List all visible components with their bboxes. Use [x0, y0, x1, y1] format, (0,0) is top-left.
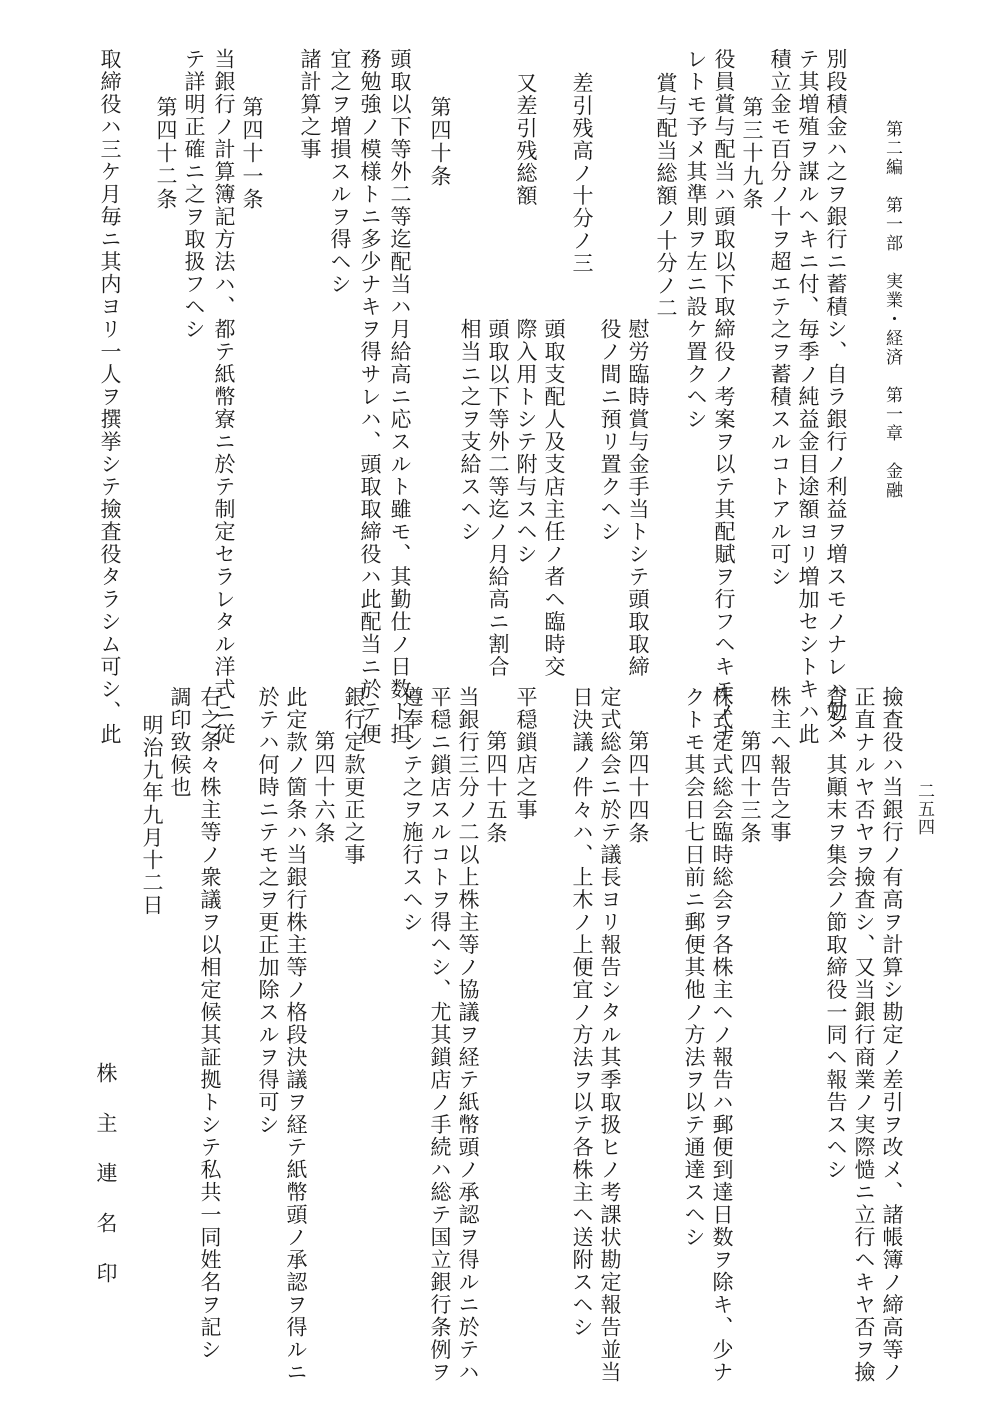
text-line: 頭取以下等外二等迄配当ハ月給高ニ応スルト雖モ、其勤仕ノ日数ト担: [388, 48, 412, 746]
text-line: 務勉強ノ模様トニ多少ナキヲ得サレハ、頭取取締役ハ此配当ニ於テ便: [358, 48, 382, 746]
text-line: 株式定式総会臨時総会ヲ各株主ヘノ報告ハ郵便到達日数ヲ除キ、少ナ: [710, 686, 734, 1384]
text-line: テ詳明正確ニ之ヲ取扱フヘシ: [182, 48, 206, 341]
text-line: テ其増殖ヲ謀ルヘキニ付、毎季ノ純益金目途額ヨリ増加セシトキハ此: [796, 48, 820, 746]
text-line: 差引残高ノ十分ノ三: [570, 72, 594, 275]
text-line: 当銀行ノ計算簿記方法ハ、都テ紙幣寮ニ於テ制定セラレタル洋式ニ従: [212, 48, 236, 746]
text-line: 当銀行三分ノ二以上株主等ノ協議ヲ経テ紙幣頭ノ承認ヲ得ルニ於テハ: [456, 686, 480, 1384]
page-number: 二五四: [914, 782, 934, 836]
section-heading: 諸計算之事: [298, 48, 322, 161]
text-line: 頭取支配人及支店主任ノ者ヘ臨時交: [542, 318, 566, 678]
text-line: 定式総会ニ於テ議長ヨリ報告シタル其季取扱ヒノ考課状勘定報告並当: [598, 686, 622, 1384]
text-line: 際入用トシテ附与スヘシ: [514, 318, 538, 566]
text-line: 右之条々株主等ノ衆議ヲ以相定候其証拠トシテ私共一同姓名ヲ記シ: [198, 686, 222, 1361]
text-line: 積立金モ百分ノ十ヲ超エテ之ヲ蓄積スルコトアル可シ: [768, 48, 792, 588]
article-heading: 第四十条: [428, 96, 452, 188]
text-line: 遵奉シテ之ヲ施行スヘシ: [400, 686, 424, 934]
text-line: レトモ予メ其準則ヲ左ニ設ケ置クヘシ: [684, 48, 708, 431]
text-line: 賞与配当総額ノ十分ノ二: [654, 72, 678, 320]
article-heading: 第四十一条: [240, 96, 264, 211]
text-line: クトモ其会日七日前ニ郵便其他ノ方法ヲ以テ通達スヘシ: [682, 686, 706, 1249]
text-line: 日決議ノ件々ハ、上木ノ上便宜ノ方法ヲ以テ各株主ヘ送附スヘシ: [570, 686, 594, 1339]
text-line: 正直ナルヤ否ヤヲ撿査シ、又当銀行商業ノ実際慥ニ立行ヘキヤ否ヲ撿: [852, 686, 876, 1384]
text-line: 撿査役ハ当銀行ノ有高ヲ計算シ勘定ノ差引ヲ改メ、諸帳簿ノ締高等ノ: [880, 686, 904, 1384]
section-heading: 平穏鎖店之事: [514, 686, 538, 821]
article-heading: 第四十六条: [312, 730, 336, 845]
text-line: 別段積金ハ之ヲ銀行ニ蓄積シ、自ラ銀行ノ利益ヲ増スモノナレハ勉メ: [824, 48, 848, 746]
article-heading: 第三十九条: [740, 96, 764, 211]
article-heading: 第四十三条: [738, 730, 762, 845]
section-heading: 銀行定款更正之事: [342, 686, 366, 866]
text-line: 頭取以下等外二等迄ノ月給高ニ割合: [486, 318, 510, 678]
article-heading: 第四十二条: [154, 96, 178, 211]
text-line: 調印致候也: [168, 686, 192, 799]
text-line: 役ノ間ニ預リ置クヘシ: [598, 318, 622, 543]
article-heading: 第四十五条: [484, 730, 508, 845]
date-line: 明治九年九月十二日: [140, 714, 164, 917]
text-line: 相当ニ之ヲ支給スヘシ: [458, 318, 482, 543]
text-line: 又差引残総額: [514, 72, 538, 207]
text-line: 平穏ニ鎖店スルコトヲ得ヘシ、尤其鎖店ノ手続ハ総テ国立銀行条例ヲ: [428, 686, 452, 1384]
section-heading: 株主ヘ報告之事: [768, 686, 792, 844]
article-heading: 第四十四条: [626, 730, 650, 845]
running-header: 第二編 第一部 実業・経済 第一章 金融: [882, 120, 902, 500]
text-line: 慰労臨時賞与金手当トシテ頭取取締: [626, 318, 650, 678]
text-line: 此定款ノ箇条ハ当銀行株主等ノ格段決議ヲ経テ紙幣頭ノ承認ヲ得ルニ: [284, 686, 308, 1384]
text-line: 査シ、其顚末ヲ集会ノ節取締役一同ヘ報告スヘシ: [824, 686, 848, 1181]
text-line: 取締役ハ三ケ月毎ニ其内ヨリ一人ヲ撰挙シテ撿査役タラシム可シ、此: [98, 48, 122, 746]
text-line: 於テハ何時ニテモ之ヲ更正加除スルヲ得可シ: [256, 686, 280, 1136]
signature-line: 株 主 連 名 印: [94, 1062, 118, 1287]
text-line: 役員賞与配当ハ頭取以下取締役ノ考案ヲ以テ其配賦ヲ行フヘキモノナ: [712, 48, 736, 746]
text-line: 宜之ヲ増損スルヲ得ヘシ: [328, 48, 352, 296]
